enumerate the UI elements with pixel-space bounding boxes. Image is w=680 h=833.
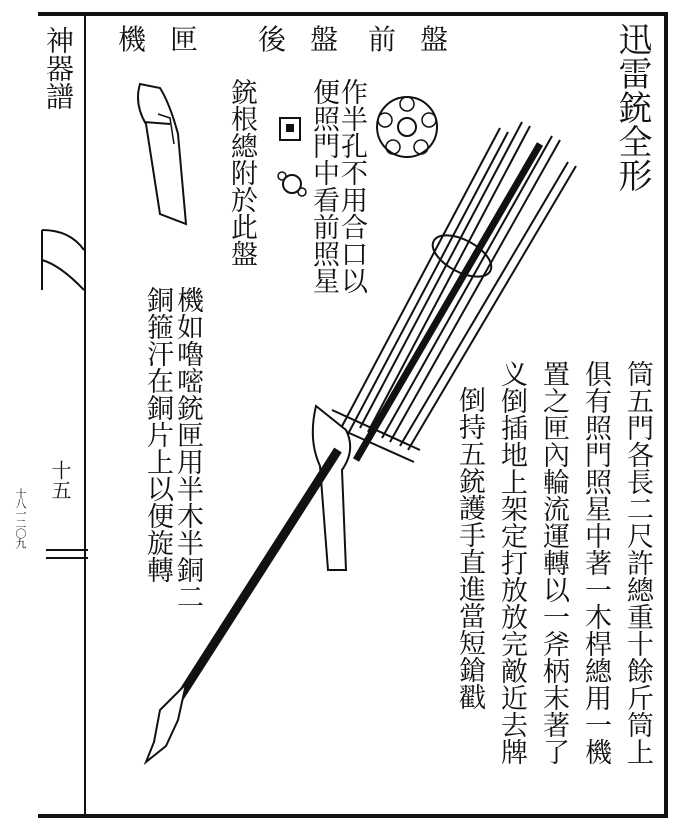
main-text-col-3: 置之匣內輪流運轉以一斧柄末著了 [538, 360, 569, 765]
note-sight-col2: 便照門中看前照星 [308, 78, 339, 294]
spine-code: 十八一二〇九 [14, 488, 27, 548]
spine-title: 神器譜 [42, 26, 75, 110]
page-border-top [38, 12, 668, 16]
page-border-bottom [38, 814, 668, 818]
label-front-plate: 前盤 [368, 23, 473, 56]
xunlei-gun-illustration [120, 110, 580, 770]
note-sight-col1: 作半孔不用合口以 [336, 78, 367, 294]
note-mechanism-col1: 機如嚕嘧銃匣用半木半銅二 [172, 286, 203, 610]
main-text-col-5: 倒持五銃護手直進當短鎗戳 [454, 386, 485, 710]
label-mechanism-box: 機匣 [118, 23, 223, 56]
label-rear-plate: 後盤 [258, 23, 363, 56]
spine-divider [84, 12, 86, 818]
note-mechanism-col2: 銅箍汗在銅片上以便旋轉 [142, 286, 173, 583]
note-root-plate: 銃根總附於此盤 [226, 78, 257, 267]
spine-page-number: 十五 [48, 460, 72, 500]
spine-stitch-mark [40, 545, 88, 565]
spine-fold-mark [40, 220, 88, 300]
main-text-col-4: 义倒插地上架定打放放完敵近去牌 [496, 360, 527, 765]
page-border-right [664, 12, 668, 818]
page-title: 迅雷銃全形 [612, 22, 652, 192]
main-text-col-2: 俱有照門照星中著一木桿總用一機 [580, 360, 611, 765]
main-text-col-1: 筒五門各長二尺許總重十餘斤筒上 [622, 360, 653, 765]
